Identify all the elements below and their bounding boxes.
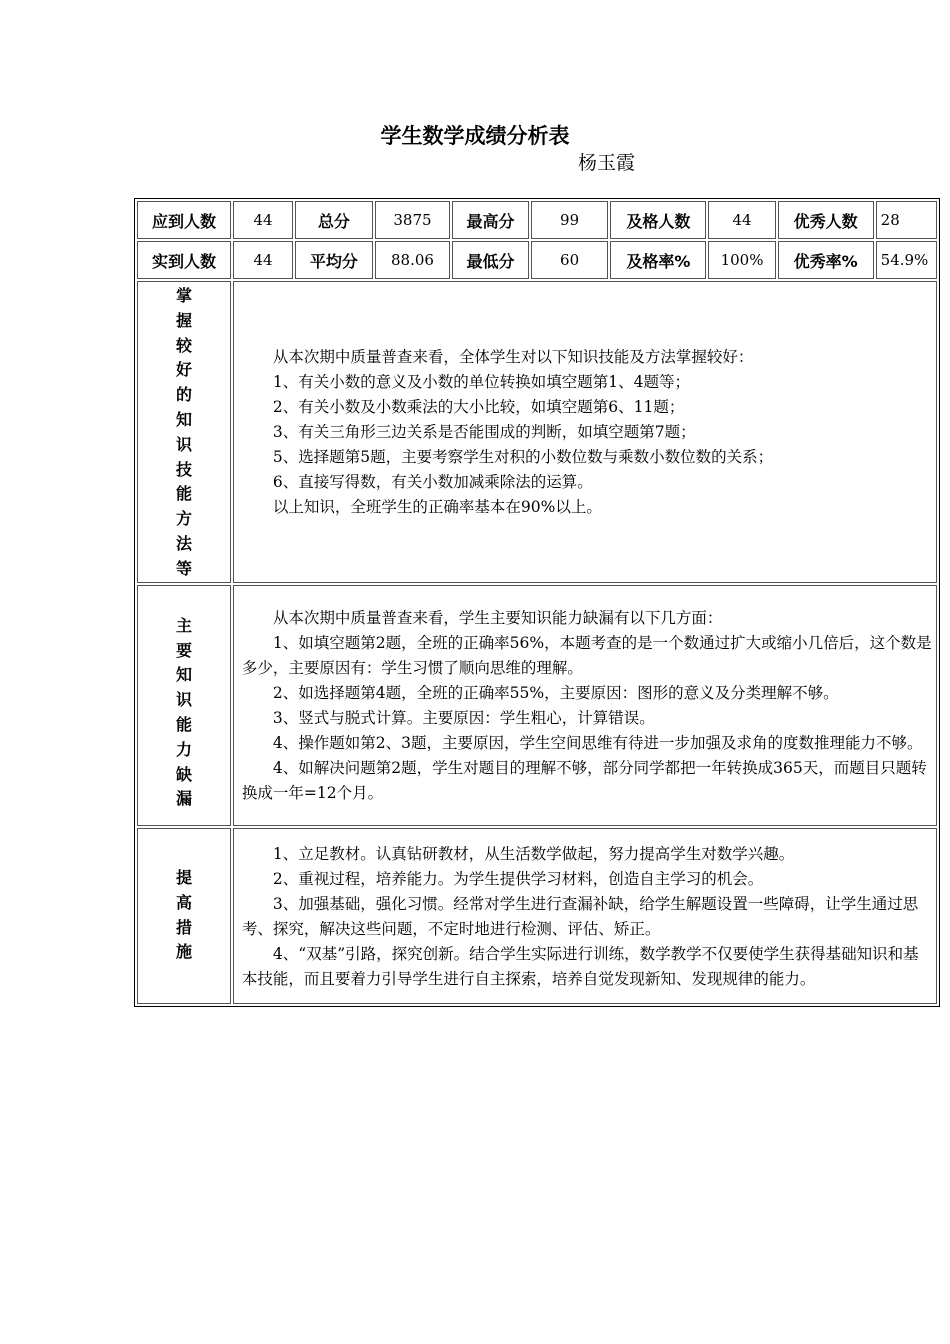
section-label-char: 要 [175,640,192,660]
author-name: 杨玉霞 [578,152,636,174]
stat-label: 优秀率% [778,241,874,279]
section-paragraph: 3、加强基础，强化习惯。经常对学生进行查漏补缺，给学生解题设置一些障碍，让学生通过思考、探究，解决这些问题，不定时地进行检测、评估、矫正。 [241,894,919,938]
section-paragraph: 从本次期中质量普查来看，学生主要知识能力缺漏有以下几方面： [272,609,723,628]
stats-row [137,241,937,279]
stat-label: 最高分 [452,201,529,239]
section-label-char: 能 [175,715,192,735]
stat-label: 最低分 [452,241,529,279]
section-label-char: 措 [175,917,192,937]
section-mastered [137,281,937,583]
section-gaps [137,585,937,826]
section-label-char: 好 [175,360,192,380]
stat-label: 及格率% [610,241,706,279]
section-label-char: 知 [175,665,192,685]
stat-value: 3875 [375,201,451,239]
stat-label: 总分 [295,201,373,239]
section-label-char: 较 [175,335,192,355]
section-paragraph: 3、有关三角形三边关系是否能围成的判断，如填空题第7题； [272,423,696,442]
section-label-char: 提 [175,867,192,887]
section-paragraph: 5、选择题第5题，主要考察学生对积的小数位数与乘数小数位数的关系； [272,448,774,467]
section-paragraph: 2、重视过程，培养能力。为学生提供学习材料，创造自主学习的机会。 [272,869,764,888]
section-paragraph: 2、如选择题第4题，全班的正确率55%，主要原因：图形的意义及分类理解不够。 [272,684,839,703]
score-analysis-table [134,198,940,1007]
section-label-char: 识 [175,690,192,710]
stat-value: 100% [708,241,775,279]
stat-value: 54.9% [876,241,937,279]
section-paragraph: 4、“双基”引路，探究创新。结合学生实际进行训练，数学教学不仅要使学生获得基础知识和基本技能，而且要着力引导学生进行自主探索，培养自觉发现新知、发现规律的能力。 [241,944,919,988]
section-paragraph: 6、直接写得数，有关小数加减乘除法的运算。 [272,473,593,492]
stats-row [137,201,937,239]
section-label-char: 知 [175,409,192,429]
stat-value: 88.06 [375,241,451,279]
section-label-char: 识 [175,434,192,454]
section-paragraph: 2、有关小数及小数乘法的大小比较，如填空题第6、11题； [272,398,685,417]
section-content [233,281,937,583]
stat-value: 28 [876,201,937,239]
section-label-char: 能 [175,484,192,504]
stat-label: 及格人数 [610,201,706,239]
section-paragraph: 3、竖式与脱式计算。主要原因：学生粗心，计算错误。 [272,709,655,728]
section-label-char: 高 [175,892,192,912]
section-paragraph: 4、操作题如第2、3题，主要原因，学生空间思维有待进一步加强及求角的度数推理能力不够。 [272,734,923,753]
section-paragraph: 1、立足教材。认真钻研教材，从生活数学做起，努力提高学生对数学兴趣。 [272,844,795,863]
section-content [233,828,937,1004]
section-label-char: 握 [175,310,192,330]
section-label-char: 缺 [175,764,192,784]
stat-label: 实到人数 [137,241,231,279]
section-label-char: 力 [175,739,192,759]
section-paragraph: 1、有关小数的意义及小数的单位转换如填空题第1、4题等； [272,373,690,392]
document-title: 学生数学成绩分析表 [380,124,570,148]
stat-value: 44 [708,201,775,239]
stat-value: 44 [233,201,293,239]
section-label-char: 掌 [175,286,192,305]
section-label-char: 主 [175,615,192,635]
section-label [137,281,231,583]
section-paragraph: 1、如填空题第2题，全班的正确率56%，本题考查的是一个数通过扩大或缩小几倍后，这个数是多少，主要原因有：学生习惯了顺向思维的理解。 [241,634,932,678]
section-label-char: 技 [175,459,192,479]
stat-label: 平均分 [295,241,373,279]
section-label [137,828,231,1004]
stat-label: 应到人数 [137,201,231,239]
section-label-char: 施 [175,942,192,962]
section-label-char: 方 [175,509,192,529]
stat-value: 99 [531,201,609,239]
stat-value: 60 [531,241,609,279]
section-paragraph: 4、如解决问题第2题，学生对题目的理解不够，部分同学都把一年转换成365天，而题目只题转换成一年=12个月。 [241,759,927,803]
section-label-char: 漏 [175,789,192,809]
section-content [233,585,937,826]
section-paragraph: 以上知识，全班学生的正确率基本在90%以上。 [272,498,602,517]
section-label-char: 的 [175,385,192,405]
stat-value: 44 [233,241,293,279]
section-label-char: 法 [175,533,192,553]
section-measures [137,828,937,1004]
section-label [137,585,231,826]
stat-label: 优秀人数 [778,201,874,239]
section-label-char: 等 [175,558,192,578]
section-paragraph: 从本次期中质量普查来看，全体学生对以下知识技能及方法掌握较好： [272,348,754,367]
